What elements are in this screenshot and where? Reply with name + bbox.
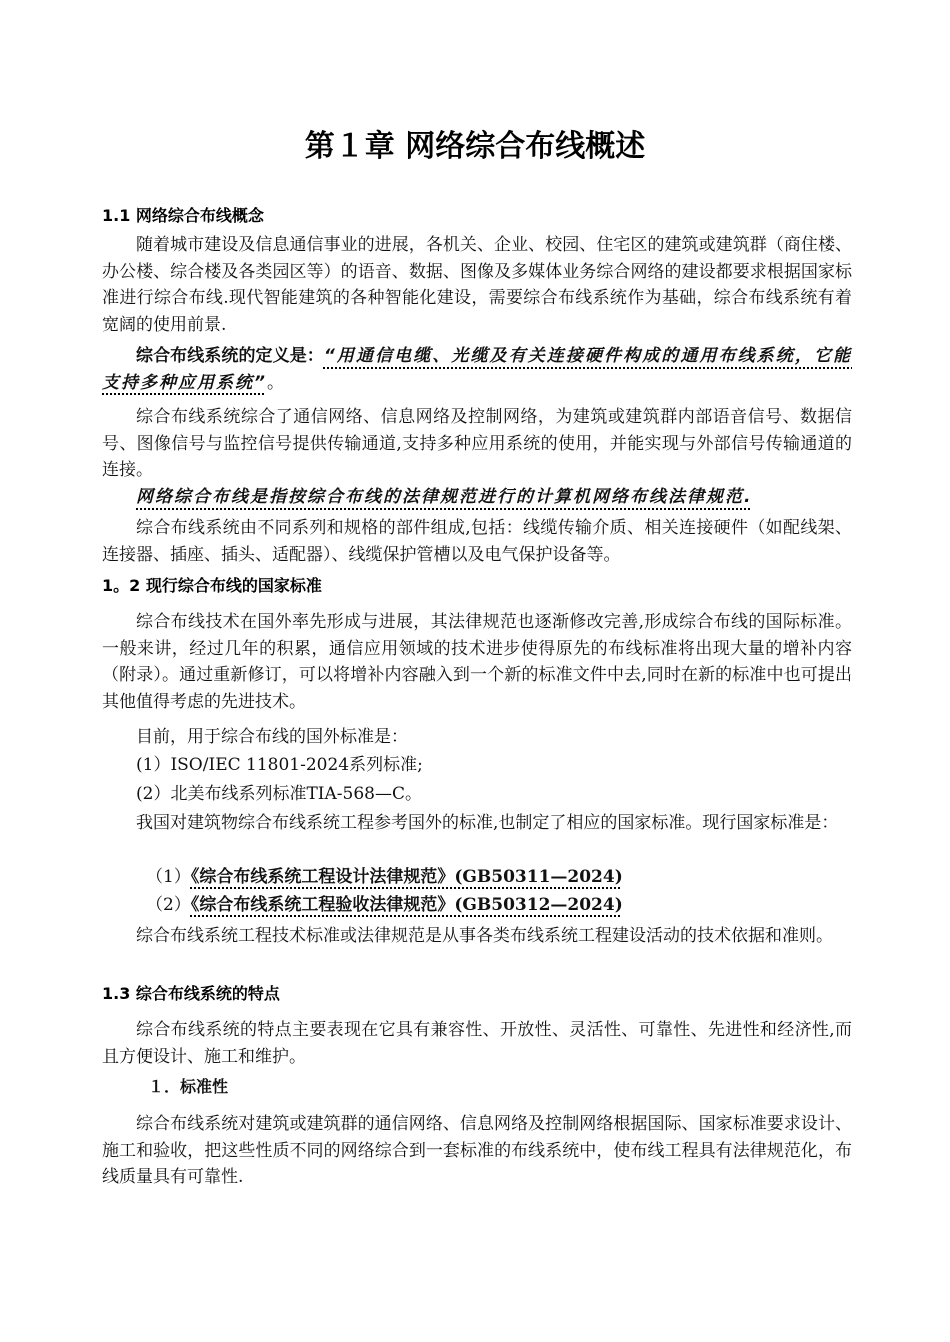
standard-item-design (102, 864, 852, 891)
standard-item-acceptance (102, 892, 852, 919)
definition-text: “用通信电缆、光缆及有关连接硬件构成的通用布线系统，它能支持多种应用系统” (102, 346, 853, 393)
paragraph-intro: 随着城市建设及信息通信事业的进展，各机关、企业、校园、住宅区的建筑或建筑群（商住楼、办公楼、综合楼及各类园区等）的语音、数据、图像及多媒体业务综合网络的建设都要求根据国家标准进行综合布线.现代智能建筑的各种智能化建设，需要综合布线系统作为基础，综合布线系统有着宽阔的使用前景. (102, 235, 852, 335)
definition-label: 综合布线系统的定义是： (136, 346, 324, 366)
paragraph-composition: 综合布线系统综合了通信网络、信息网络及控制网络，为建筑或建筑群内部语音信号、数据信号、图像信号与监控信号提供传输通道,支持多种应用系统的使用，并能实现与外部信号传输通道的连接。 (102, 407, 852, 480)
section-heading-1-3: 1.3 综合布线系统的特点 (102, 984, 280, 1003)
paragraph-features: 综合布线系统的特点主要表现在它具有兼容性、开放性、灵活性、可靠性、先进性和经济性,而且方便设计、施工和维护。 (102, 1020, 852, 1067)
subheading-standardization: １．标准性 (148, 1077, 229, 1096)
paragraph-definition (102, 343, 852, 396)
chapter-title: 第１章 网络综合布线概述 (304, 129, 646, 164)
section-heading-1-2: 1。2 现行综合布线的国家标准 (102, 576, 322, 595)
paragraph-national-standards: 我国对建筑物综合布线系统工程参考国外的标准,也制定了相应的国家标准。现行国家标准是： (136, 813, 839, 833)
paragraph-standards-basis: 综合布线系统工程技术标准或法律规范是从事各类布线系统工程建设活动的技术依据和准则。 (136, 926, 833, 946)
standard-title-acceptance: 《综合布线系统工程验收法律规范》(GB50312—2024) (190, 895, 623, 915)
list-item-iso: (1）ISO/IEC 11801-2024系列标准; (136, 755, 423, 775)
definition-end: 。 (266, 372, 284, 393)
paragraph-components: 综合布线系统由不同系列和规格的部件组成,包括：线缆传输介质、相关连接硬件（如配线架、连接器、插座、插头、适配器）、线缆保护管槽以及电气保护设备等。 (102, 518, 852, 565)
paragraph-standardization: 综合布线系统对建筑或建筑群的通信网络、信息网络及控制网络根据国际、国家标准要求设计、施工和验收，把这些性质不同的网络综合到一套标准的布线系统中，使布线工程具有法律规范化，布线质量具有可靠性. (102, 1114, 852, 1187)
standard-number-2: （2） (146, 895, 191, 915)
network-cabling-definition: 网络综合布线是指按综合布线的法律规范进行的计算机网络布线法律规范. (136, 487, 753, 507)
paragraph-standards-history: 综合布线技术在国外率先形成与进展，其法律规范也逐渐修改完善,形成综合布线的国际标准。一般来讲，经过几年的积累，通信应用领域的技术进步使得原先的布线标准将出现大量的增补内容（附录）。通过重新修订，可以将增补内容融入到一个新的标准文件中去,同时在新的标准中也可提出其他值得考虑的先进技术。 (102, 612, 852, 712)
standard-title-design: 《综合布线系统工程设计法律规范》(GB50311—2024) (190, 867, 623, 887)
standard-number-1: （1） (146, 867, 191, 887)
list-item-tia: (2）北美布线系列标准TIA-568—C。 (136, 784, 422, 804)
paragraph-foreign-standards: 目前，用于综合布线的国外标准是： (136, 727, 408, 747)
section-heading-1-1: 1.1 网络综合布线概念 (102, 206, 264, 225)
paragraph-network-cabling (102, 484, 852, 511)
